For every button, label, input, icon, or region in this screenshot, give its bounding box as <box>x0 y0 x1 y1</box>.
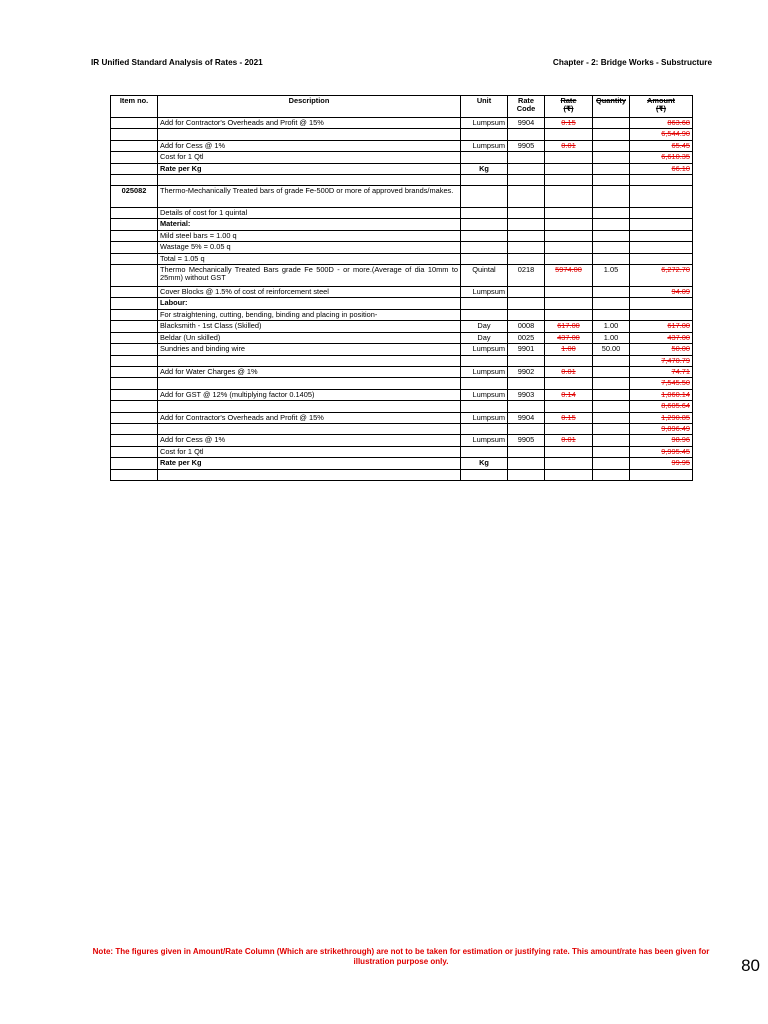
rate-code-cell <box>508 230 545 241</box>
rate-cell: 0.01 <box>545 435 593 446</box>
table-row <box>111 265 693 287</box>
header-rate: Rate (₹) <box>545 96 593 118</box>
quantity-cell <box>593 446 630 457</box>
quantity-cell <box>593 287 630 298</box>
header-rate-code: Rate Code <box>508 96 545 118</box>
rate-cell: 0.01 <box>545 140 593 151</box>
item-no-cell <box>111 287 158 298</box>
item-no-cell <box>111 446 158 457</box>
rate-code-cell: 9903 <box>508 389 545 400</box>
table-row <box>111 140 693 151</box>
quantity-cell <box>593 129 630 140</box>
description-cell: Cost for 1 Qtl <box>158 152 461 163</box>
table-row <box>111 458 693 469</box>
rate-cell: 0.15 <box>545 412 593 423</box>
amount-cell: 99.95 <box>630 458 693 469</box>
amount-cell: 65.45 <box>630 140 693 151</box>
rate-code-cell <box>508 208 545 219</box>
description-cell: Add for GST @ 12% (multiplying factor 0.1405) <box>158 389 461 400</box>
amount-cell <box>630 309 693 320</box>
rate-cell <box>545 129 593 140</box>
description-cell <box>158 423 461 434</box>
rate-code-cell: 9904 <box>508 412 545 423</box>
rate-code-cell <box>508 152 545 163</box>
rate-code-cell: 9902 <box>508 366 545 377</box>
quantity-cell <box>593 458 630 469</box>
unit-cell: Lumpsum <box>461 118 508 129</box>
rate-code-cell <box>508 186 545 208</box>
quantity-cell <box>593 309 630 320</box>
rate-code-cell <box>508 175 545 186</box>
quantity-cell <box>593 435 630 446</box>
item-no-cell <box>111 175 158 186</box>
amount-cell: 8,605.64 <box>630 401 693 412</box>
table-row <box>111 366 693 377</box>
unit-cell <box>461 230 508 241</box>
rate-cell: 5974.00 <box>545 265 593 287</box>
rate-cell <box>545 378 593 389</box>
rate-cell <box>545 152 593 163</box>
item-no-cell <box>111 389 158 400</box>
amount-cell <box>630 298 693 309</box>
rate-code-cell <box>508 287 545 298</box>
table-row <box>111 469 693 480</box>
item-no-cell <box>111 366 158 377</box>
quantity-cell: 1.05 <box>593 265 630 287</box>
unit-cell <box>461 401 508 412</box>
amount-cell: 74.71 <box>630 366 693 377</box>
rate-code-cell <box>508 253 545 264</box>
unit-cell <box>461 469 508 480</box>
rate-code-cell <box>508 298 545 309</box>
item-no-cell <box>111 355 158 366</box>
description-cell: Thermo Mechanically Treated Bars grade Fe 500D - or more.(Average of dia 10mm to 25mm) without GST <box>158 265 461 287</box>
table-row <box>111 355 693 366</box>
rate-code-cell: 9904 <box>508 118 545 129</box>
unit-cell <box>461 208 508 219</box>
description-cell: Wastage 5% = 0.05 q <box>158 242 461 253</box>
unit-cell: Lumpsum <box>461 435 508 446</box>
rate-code-cell <box>508 401 545 412</box>
description-cell: Cost for 1 Qtl <box>158 446 461 457</box>
table-row <box>111 253 693 264</box>
rate-code-cell <box>508 446 545 457</box>
description-cell <box>158 129 461 140</box>
item-no-cell <box>111 253 158 264</box>
amount-cell: 1,060.14 <box>630 389 693 400</box>
header-item-no: Item no. <box>111 96 158 118</box>
rate-code-cell: 9905 <box>508 435 545 446</box>
amount-cell: 9,995.45 <box>630 446 693 457</box>
document-header-title: IR Unified Standard Analysis of Rates - 2021 <box>91 58 263 67</box>
amount-cell <box>630 242 693 253</box>
rate-cell: 617.00 <box>545 321 593 332</box>
table-row <box>111 129 693 140</box>
unit-cell <box>461 309 508 320</box>
quantity-cell: 1.00 <box>593 321 630 332</box>
quantity-cell <box>593 152 630 163</box>
header-quantity: Quantity <box>593 96 630 118</box>
rate-cell <box>545 458 593 469</box>
table-row <box>111 435 693 446</box>
rate-cell <box>545 163 593 174</box>
item-no-cell <box>111 321 158 332</box>
quantity-cell <box>593 140 630 151</box>
unit-cell <box>461 253 508 264</box>
item-no-cell <box>111 309 158 320</box>
description-cell: Total = 1.05 q <box>158 253 461 264</box>
rate-code-cell: 0025 <box>508 332 545 343</box>
unit-cell <box>461 219 508 230</box>
amount-cell: 6,610.35 <box>630 152 693 163</box>
amount-cell: 9,896.49 <box>630 423 693 434</box>
amount-cell: 617.00 <box>630 321 693 332</box>
rate-code-cell: 0218 <box>508 265 545 287</box>
amount-cell: 437.00 <box>630 332 693 343</box>
rate-cell <box>545 298 593 309</box>
quantity-cell <box>593 253 630 264</box>
unit-cell <box>461 152 508 163</box>
item-no-cell <box>111 332 158 343</box>
rate-cell <box>545 175 593 186</box>
description-cell: Thermo-Mechanically Treated bars of grade Fe-500D or more of approved brands/makes. <box>158 186 461 208</box>
table-row <box>111 412 693 423</box>
quantity-cell <box>593 366 630 377</box>
amount-cell: 7,470.79 <box>630 355 693 366</box>
table-row <box>111 230 693 241</box>
table-row <box>111 401 693 412</box>
header-amount: Amount (₹) <box>630 96 693 118</box>
unit-cell: Lumpsum <box>461 287 508 298</box>
unit-cell <box>461 378 508 389</box>
item-no-cell <box>111 118 158 129</box>
rate-cell <box>545 401 593 412</box>
unit-cell: Day <box>461 321 508 332</box>
unit-cell <box>461 129 508 140</box>
table-row <box>111 332 693 343</box>
quantity-cell <box>593 412 630 423</box>
rate-cell <box>545 287 593 298</box>
quantity-cell: 50.00 <box>593 344 630 355</box>
rate-code-cell <box>508 242 545 253</box>
rate-cell <box>545 186 593 208</box>
rate-cell <box>545 230 593 241</box>
amount-cell <box>630 186 693 208</box>
table-row <box>111 344 693 355</box>
quantity-cell <box>593 208 630 219</box>
quantity-cell <box>593 298 630 309</box>
item-no-cell <box>111 265 158 287</box>
item-no-cell <box>111 458 158 469</box>
amount-cell: 6,544.90 <box>630 129 693 140</box>
item-no-cell <box>111 152 158 163</box>
table-row <box>111 175 693 186</box>
description-cell: Add for Contractor's Overheads and Profit @ 15% <box>158 412 461 423</box>
table-row <box>111 321 693 332</box>
description-cell: Blacksmith - 1st Class (Skilled) <box>158 321 461 332</box>
quantity-cell: 1.00 <box>593 332 630 343</box>
header-unit: Unit <box>461 96 508 118</box>
table-row <box>111 446 693 457</box>
quantity-cell <box>593 175 630 186</box>
amount-cell <box>630 219 693 230</box>
item-no-cell <box>111 298 158 309</box>
rate-code-cell <box>508 129 545 140</box>
rate-code-cell <box>508 163 545 174</box>
table-row <box>111 152 693 163</box>
item-no-cell <box>111 412 158 423</box>
rate-analysis-table <box>110 95 693 481</box>
description-cell: For straightening, cutting, bending, binding and placing in position- <box>158 309 461 320</box>
unit-cell: Kg <box>461 458 508 469</box>
rate-cell <box>545 446 593 457</box>
item-no-cell <box>111 344 158 355</box>
rate-cell <box>545 242 593 253</box>
amount-cell <box>630 230 693 241</box>
item-no-cell <box>111 140 158 151</box>
amount-cell: 50.00 <box>630 344 693 355</box>
description-cell <box>158 175 461 186</box>
rate-code-cell <box>508 469 545 480</box>
amount-cell: 94.09 <box>630 287 693 298</box>
amount-cell: 863.68 <box>630 118 693 129</box>
quantity-cell <box>593 378 630 389</box>
description-cell: Details of cost for 1 quintal <box>158 208 461 219</box>
rate-code-cell: 9901 <box>508 344 545 355</box>
page-number: 80 <box>741 956 760 975</box>
rate-cell <box>545 469 593 480</box>
description-cell: Labour: <box>158 298 461 309</box>
quantity-cell <box>593 163 630 174</box>
quantity-cell <box>593 355 630 366</box>
rate-cell <box>545 219 593 230</box>
quantity-cell <box>593 230 630 241</box>
disclaimer-note: Note: The figures given in Amount/Rate Column (Which are strikethrough) are not to be taken for estimation or justifying rate. This amount/rate has been given for illustration purpose only. <box>92 947 710 966</box>
quantity-cell <box>593 186 630 208</box>
table-row <box>111 208 693 219</box>
quantity-cell <box>593 242 630 253</box>
item-no-cell <box>111 219 158 230</box>
unit-cell <box>461 242 508 253</box>
unit-cell <box>461 423 508 434</box>
rate-code-cell <box>508 378 545 389</box>
rate-code-cell: 0008 <box>508 321 545 332</box>
description-cell: Mild steel bars = 1.00 q <box>158 230 461 241</box>
rate-code-cell <box>508 458 545 469</box>
table-row <box>111 242 693 253</box>
description-cell: Sundries and binding wire <box>158 344 461 355</box>
item-no-cell <box>111 378 158 389</box>
unit-cell: Lumpsum <box>461 412 508 423</box>
table-row <box>111 287 693 298</box>
unit-cell: Lumpsum <box>461 389 508 400</box>
description-cell <box>158 355 461 366</box>
quantity-cell <box>593 219 630 230</box>
description-cell: Rate per Kg <box>158 163 461 174</box>
rate-cell <box>545 309 593 320</box>
unit-cell <box>461 175 508 186</box>
description-cell: Add for Cess @ 1% <box>158 435 461 446</box>
chapter-title: Chapter - 2: Bridge Works - Substructure <box>552 58 712 67</box>
description-cell <box>158 401 461 412</box>
description-cell: Add for Cess @ 1% <box>158 140 461 151</box>
item-no-cell <box>111 469 158 480</box>
unit-cell: Quintal <box>461 265 508 287</box>
rate-cell <box>545 423 593 434</box>
description-cell: Add for Water Charges @ 1% <box>158 366 461 377</box>
description-cell: Material: <box>158 219 461 230</box>
description-cell: Beldar (Un skilled) <box>158 332 461 343</box>
table-row <box>111 298 693 309</box>
item-no-cell <box>111 423 158 434</box>
rate-cell: 0.01 <box>545 366 593 377</box>
quantity-cell <box>593 469 630 480</box>
unit-cell: Lumpsum <box>461 366 508 377</box>
item-no-cell: 025082 <box>111 186 158 208</box>
rate-cell: 437.00 <box>545 332 593 343</box>
unit-cell <box>461 298 508 309</box>
table-row <box>111 423 693 434</box>
description-cell: Add for Contractor's Overheads and Profit @ 15% <box>158 118 461 129</box>
amount-cell: 98.96 <box>630 435 693 446</box>
unit-cell: Lumpsum <box>461 140 508 151</box>
quantity-cell <box>593 389 630 400</box>
unit-cell: Day <box>461 332 508 343</box>
item-no-cell <box>111 163 158 174</box>
description-cell: Rate per Kg <box>158 458 461 469</box>
item-no-cell <box>111 401 158 412</box>
unit-cell: Lumpsum <box>461 344 508 355</box>
amount-cell: 66.10 <box>630 163 693 174</box>
item-no-cell <box>111 242 158 253</box>
amount-cell: 1,290.85 <box>630 412 693 423</box>
table-row <box>111 378 693 389</box>
rate-cell <box>545 208 593 219</box>
amount-cell <box>630 469 693 480</box>
amount-cell <box>630 175 693 186</box>
rate-code-cell <box>508 219 545 230</box>
quantity-cell <box>593 118 630 129</box>
description-cell: Cover Blocks @ 1.5% of cost of reinforcement steel <box>158 287 461 298</box>
amount-cell <box>630 253 693 264</box>
item-no-cell <box>111 230 158 241</box>
amount-cell <box>630 208 693 219</box>
amount-cell: 7,545.50 <box>630 378 693 389</box>
amount-cell: 6,272.70 <box>630 265 693 287</box>
table-row <box>111 163 693 174</box>
unit-cell <box>461 446 508 457</box>
header-description: Description <box>158 96 461 118</box>
rate-cell: 0.15 <box>545 118 593 129</box>
description-cell <box>158 469 461 480</box>
table-body <box>111 118 693 481</box>
item-no-cell <box>111 129 158 140</box>
rate-cell <box>545 253 593 264</box>
rate-code-cell: 9905 <box>508 140 545 151</box>
table-row <box>111 389 693 400</box>
rate-cell: 1.00 <box>545 344 593 355</box>
table-row <box>111 219 693 230</box>
unit-cell <box>461 355 508 366</box>
unit-cell: Kg <box>461 163 508 174</box>
item-no-cell <box>111 435 158 446</box>
table-row <box>111 186 693 208</box>
table-row <box>111 118 693 129</box>
description-cell <box>158 378 461 389</box>
rate-code-cell <box>508 423 545 434</box>
quantity-cell <box>593 401 630 412</box>
item-no-cell <box>111 208 158 219</box>
quantity-cell <box>593 423 630 434</box>
rate-code-cell <box>508 355 545 366</box>
table-row <box>111 309 693 320</box>
rate-code-cell <box>508 309 545 320</box>
unit-cell <box>461 186 508 208</box>
rate-cell: 0.14 <box>545 389 593 400</box>
rate-cell <box>545 355 593 366</box>
